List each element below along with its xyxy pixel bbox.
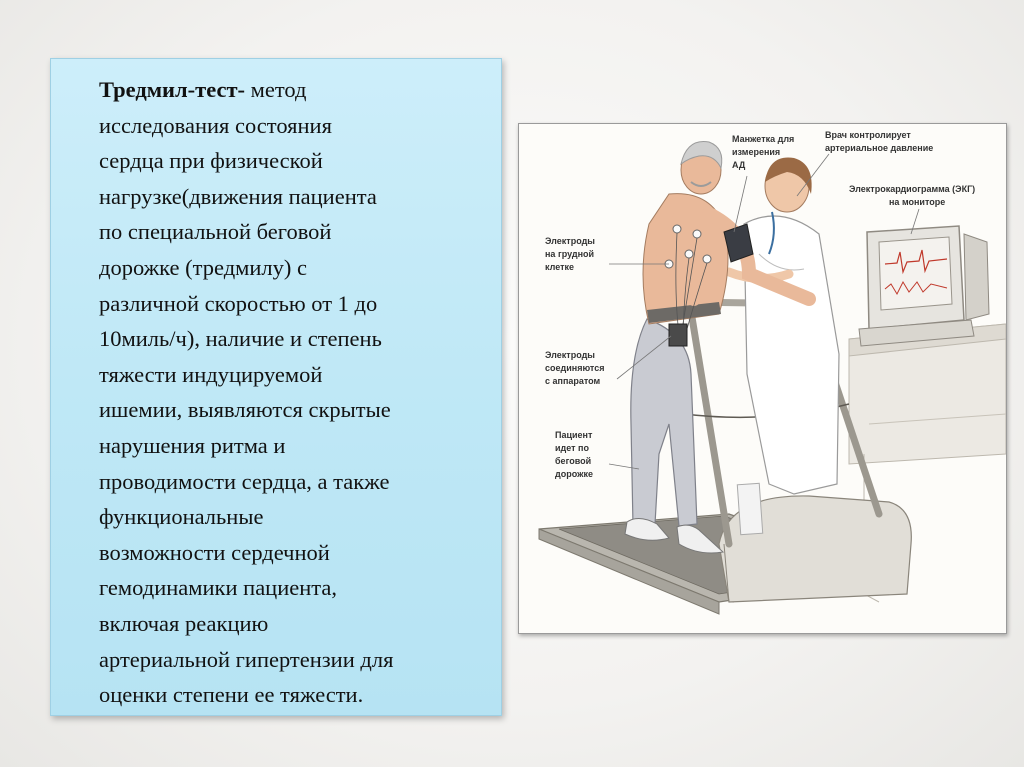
- text-line: сердца при физической: [99, 148, 323, 174]
- text-line: проводимости сердца, а также: [99, 468, 390, 494]
- description-text-box: [50, 58, 502, 716]
- svg-text:беговой: беговой: [555, 456, 592, 466]
- text-line: включая реакцию: [99, 610, 269, 636]
- text-line: дорожке (тредмилу) с: [99, 254, 308, 280]
- text-line: по специальной беговой: [99, 219, 332, 245]
- svg-text:Манжетка для: Манжетка для: [732, 134, 795, 144]
- text-line: нарушения ритма и: [99, 432, 286, 458]
- text-line: различной скоростью от 1 до: [99, 290, 378, 316]
- svg-text:измерения: измерения: [732, 147, 781, 157]
- ecg-monitor: [859, 226, 989, 346]
- svg-text:клетке: клетке: [545, 262, 575, 272]
- svg-text:на мониторе: на мониторе: [889, 197, 946, 207]
- svg-text:Электрокардиограмма (ЭКГ): Электрокардиограмма (ЭКГ): [849, 184, 976, 194]
- svg-text:на грудной: на грудной: [545, 249, 595, 259]
- text-line: исследования состояния: [99, 112, 332, 138]
- treadmill-scene: [519, 124, 1006, 633]
- svg-text:Электроды: Электроды: [545, 236, 595, 246]
- svg-text:артериальное давление: артериальное давление: [825, 143, 934, 153]
- text-line: артериальной гипертензии для: [99, 646, 394, 672]
- svg-text:идет по: идет по: [555, 443, 589, 453]
- text-line: гемодинамики пациента,: [99, 575, 338, 601]
- svg-text:соединяются: соединяются: [545, 363, 605, 373]
- svg-text:Электроды: Электроды: [545, 350, 595, 360]
- term-title: Тредмил-тест-: [99, 77, 245, 102]
- text-line: ишемии, выявляются скрытые: [99, 397, 391, 423]
- text-line: 10миль/ч), наличие и степень: [99, 326, 382, 352]
- svg-text:с аппаратом: с аппаратом: [545, 376, 601, 386]
- text-line: тяжести индуцируемой: [99, 361, 323, 387]
- svg-text:АД: АД: [732, 160, 746, 170]
- text-line: оценки степени ее тяжести.: [99, 682, 364, 708]
- text-line: возможности сердечной: [99, 539, 330, 565]
- text-line: метод: [245, 77, 307, 102]
- text-line: нагрузке(движения пациента: [99, 183, 377, 209]
- text-line: функциональные: [99, 504, 264, 530]
- svg-text:Пациент: Пациент: [555, 430, 593, 440]
- description-paragraph: [99, 72, 499, 713]
- svg-text:Врач контролирует: Врач контролирует: [825, 130, 911, 140]
- svg-text:дорожке: дорожке: [555, 469, 593, 479]
- treadmill-illustration: [518, 123, 1007, 634]
